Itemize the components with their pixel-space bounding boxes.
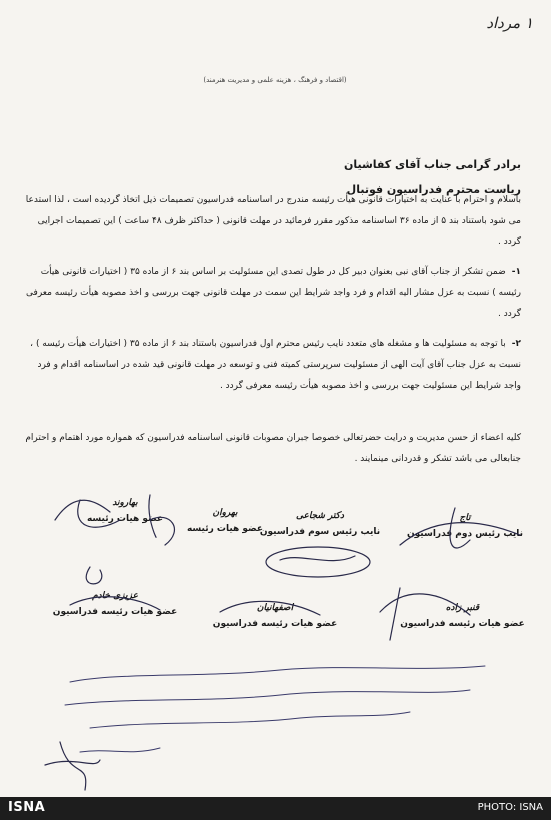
item-2-number: ۲- [511,339,521,349]
signatory-title: عضو هیات رئیسه [186,524,264,534]
signature-block-baharvand [70,495,180,527]
signature-block-esfahanian [200,600,350,632]
salutation-line-1: برادر گرامی جناب آقای کفاشیان [343,158,521,171]
item-1 [25,262,521,325]
photo-credit: PHOTO: ISNA [477,802,543,813]
signatory-name: قنبر زاده [445,603,480,613]
signatory-name: اصفهانیان [256,603,294,613]
signature-block-azizi-khadem [40,588,190,620]
signature-scribble [280,556,355,561]
signatory-name: عزیزی خادم [92,591,138,601]
signatory-title: نایب رئیس سوم فدراسیون [259,527,381,537]
signatory-title: عضو هیات رئیسه فدراسیون [400,619,525,629]
photo-credit-bar [0,797,551,820]
handwritten-note-line [90,712,410,728]
signature-block-ghanbarzadeh [385,600,540,632]
signatory-name: بهاروند [112,498,138,508]
signature-block-taj [390,510,540,542]
signatory-title: عضو هیات رئیسه فدراسیون [212,619,338,629]
intro-paragraph: باسلام و احترام با عنایت به اختیارات قانونی هیأت رئیسه مندرج در اساسنامه فدراسیون تصمیمات ذیل اتخاذ گردیده است ، لذا استدعا می شود باستناد بند ۵ از ماده ۳۶ اساسنامه مذکور مقرر فرمائید در مهلت قانونی ( حداکثر ظرف ۴۸ ساعت ) این تصمیمات اجرایی گردد . [25,195,521,247]
signature-block-behravan [175,505,275,537]
item-1-text: ضمن تشکر از جناب آقای نبی بعنوان دبیر کل در طول تصدی این مسئولیت بر اساس بند ۶ از ماده ۳۵ ( اختیارات قانونی هیأت رئیسه ) نسبت به عزل مشار الیه اقدام و فرد واجد شرایط این سمت در مهلت قانونی جهت بررسی و اخذ مصوبه هیأت رئیسه معرفی گردد . [26,267,521,319]
signatory-name: تاج [459,513,471,523]
signatory-title: عضو هیات رئیسه [86,514,164,524]
signature-scribble [266,547,370,577]
isna-logo: ISNA [8,800,46,815]
item-2-text: با توجه به مسئولیت ها و مشغله های متعدد نایب رئیس محترم اول فدراسیون باستناد بند ۶ از ماده ۳۵ ( اختیارات هیأت رئیسه ) ، نسبت به عزل جناب آقای آیت الهی از مسئولیت سرپرستی کمیته فنی و توسعه در مهلت قانونی قید شده در اساسنامه اقدام و فرد واجد شرایط این مسئولیت جهت بررسی و اخذ مصوبه هیأت رئیسه معرفی گردد . [30,339,521,391]
signatory-title: نایب رئیس دوم فدراسیون [406,529,524,539]
handwritten-number: ۱ مرداد [486,14,533,32]
handwritten-signature-mark [45,742,100,790]
letterhead-line: (اقتصاد و فرهنگ ، هزینه علمی و مدیریت هنرمند) [203,76,347,84]
handwritten-note-line [65,690,470,705]
signatory-name: بهروان [212,508,238,518]
closing-paragraph: کلیه اعضاء از حسن مدیریت و درایت حضرتعالی خصوصا جبران مصوبات قانونی اساسنامه فدراسیون که همواره مورد اهتمام و احترام جنابعالی می باشد تشکر و قدردانی مینمایند . [25,433,521,464]
handwritten-note-line [70,666,485,682]
signatory-title: عضو هیات رئیسه فدراسیون [52,607,178,617]
handwritten-note-line [80,748,160,752]
item-2 [25,334,521,397]
salutation-line-2: ریاست محترم فدراسیون فوتبال [346,183,521,196]
item-1-number: ۱- [511,267,521,277]
signatory-name: دکتر شجاعی [295,511,345,521]
